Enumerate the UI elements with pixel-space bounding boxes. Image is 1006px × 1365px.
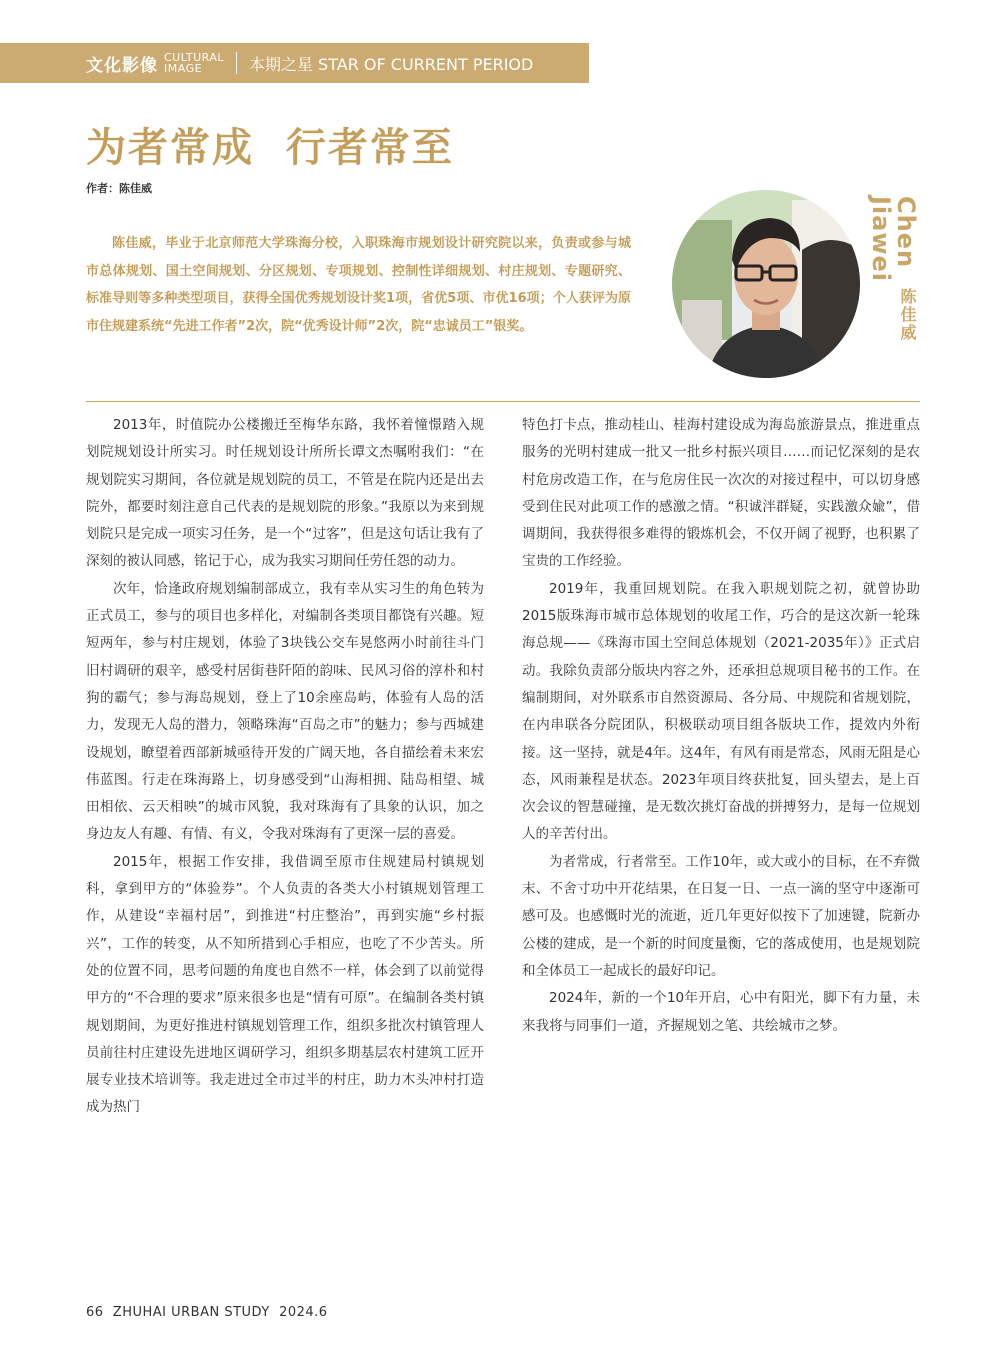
body-paragraph: 为者常成，行者常至。工作10年，或大或小的目标，在不弃微末、不舍寸功中开花结果，在日复一日、一点一滴的坚守中逐渐可感可及。也感慨时光的流逝，近几年更好似按下了加速键，院新办公楼的建成，是一个新的时间度量衡，它的落成使用，也是规划院和全体员工一起成长的最好印记。 bbox=[522, 853, 920, 979]
header-separator bbox=[236, 52, 237, 74]
body-paragraph: 2015年，根据工作安排，我借调至原市住规建局村镇规划科，拿到甲方的“体验券”。个人负责的各类大小村镇规划管理工作，从建设“幸福村居”，到推进“村庄整治”，再到实施“乡村振兴”，工作的转变，从不知所措到心手相应，也吃了不少苦头。所处的位置不同，思考问题的角度也自然不一样，体会到了以前觉得甲方的“不合理的要求”原来很多也是“情有可原”。在编制各类村镇规划期间，为更好推进村镇规划管理工作，组织多批次村镇管理人员前往村庄建设先进地区调研学习，组织多期基层农村建筑工匠开展专业技术培训等。我走进过全市过半的村庄，助力木头冲村打造成为热门 bbox=[86, 853, 484, 1116]
portrait-photo bbox=[672, 190, 860, 378]
author-bio: 陈佳威，毕业于北京师范大学珠海分校，入职珠海市规划设计研究院以来，负责或参与城市总体规划、国土空间规划、分区规划、专项规划、控制性详细规划、村庄规划、专题研究、标准导则等多种类型项目，获得全国优秀规划设计奖1项，省优5项、市优16项；个人获评为原市住规建系统“先进工作者”2次，院“优秀设计师”2次，院“忠诚员工”银奖。 bbox=[86, 236, 631, 334]
column-name-en bbox=[164, 52, 224, 74]
column-header-band bbox=[0, 43, 589, 83]
section-divider bbox=[86, 401, 920, 402]
column-name-en-line1: CULTURAL bbox=[164, 51, 224, 64]
author-name-cn: 陈佳威 bbox=[898, 288, 917, 342]
body-column-right bbox=[522, 412, 920, 1040]
column-name-en-line2: IMAGE bbox=[164, 62, 203, 75]
column-name-cn: 文化影像 bbox=[86, 55, 158, 76]
body-paragraph-continuation: 特色打卡点，推动桂山、桂海村建设成为海岛旅游景点，推进重点服务的光明村建成一批又一批乡村振兴项目……而记忆深刻的是农村危房改造工作，在与危房住民一次次的对接过程中，可以切身感受到住民对此项工作的感激之情。“积诚泮群疑，实践激众婾”，借调期间，我获得很多难得的锻炼机会，不仅开阔了视野，也积累了宝贵的工作经验。 bbox=[522, 417, 920, 570]
body-paragraph: 2019年，我重回规划院。在我入职规划院之初，就曾协助2015版珠海市城市总体规划的收尾工作，巧合的是这次新一轮珠海总规——《珠海市国土空间总体规划（2021-2035年）》正式启动。我除负责部分版块内容之外，还承担总规项目秘书的工作。在编制期间，对外联系市自然资源局、各分局、中规院和省规划院，在内串联各分院团队，积极联动项目组各版块工作，提效内外衔接。这一坚持，就是4年。这4年，有风有雨是常态，风雨无阻是心态，风雨兼程是状态。2023年项目终获批复，回头望去，是上百次会议的智慧碰撞，是无数次挑灯奋战的拼搏努力，是每一位规划人的辛苦付出。 bbox=[522, 580, 920, 843]
body-paragraph: 2013年，时值院办公楼搬迁至梅华东路，我怀着憧憬踏入规划院规划设计所实习。时任规划设计所所长谭文杰嘱咐我们：“在规划院实习期间，各位就是规划院的员工，不管是在院内还是出去院外，都要时刻注意自己代表的是规划院的形象。”我原以为来到规划院只是完成一项实习任务，是一个“过客”，但是这句话让我有了深刻的被认同感，铭记于心，成为我实习期间任劳任怨的动力。 bbox=[86, 417, 484, 570]
body-paragraph: 次年，恰逢政府规划编制部成立，我有幸从实习生的角色转为正式员工，参与的项目也多样化，对编制各类项目都饶有兴趣。短短两年，参与村庄规划，体验了3块钱公交车晃悠两小时前往斗门旧村调研的艰辛，感受村居街巷阡陌的韵味、民风习俗的淳朴和村狗的霸气；参与海岛规划，登上了10余座岛屿，体验有人岛的活力，发现无人岛的潜力，领略珠海“百岛之市”的魅力；参与西城建设规划，瞭望着西部新城亟待开发的广阔天地，各自描绘着未来宏伟蓝图。行走在珠海路上，切身感受到“山海相拥、陆岛相望、城田相依、云天相映”的城市风貌，我对珠海有了具象的认识，加之身边友人有趣、有情、有义，令我对珠海有了更深一层的喜爱。 bbox=[86, 580, 484, 843]
author-portrait bbox=[672, 190, 860, 378]
article-title: 为者常成 行者常至 bbox=[86, 125, 454, 171]
author-name-en: Chen Jiawei bbox=[867, 196, 920, 283]
body-column-left bbox=[86, 412, 484, 1122]
body-paragraph: 2024年，新的一个10年开启，心中有阳光，脚下有力量，未来我将与同事们一道，齐握规划之笔、共绘城市之梦。 bbox=[522, 990, 920, 1034]
page-footer: 66 ZHUHAI URBAN STUDY 2024.6 bbox=[86, 1305, 328, 1320]
section-name: 本期之星 STAR OF CURRENT PERIOD bbox=[248, 54, 534, 74]
author-line: 作者：陈佳威 bbox=[86, 182, 152, 195]
